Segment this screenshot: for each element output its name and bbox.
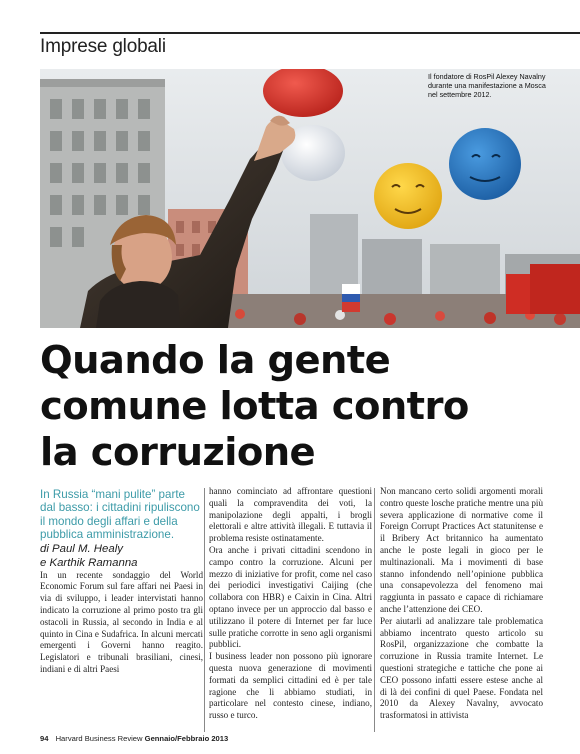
- body-paragraph: Per aiutarli ad analizzare tale problematica abbiamo incentrato questo articolo su RosPil, organizzazione che combatte la corruzione in Russia tramite Internet. Le questioni strategiche e tattiche che pone ai CEO possono infatti essere estese anche al di là dei confini di quel Paese. Fondata nel 2010 da Alexey Navalny, avvocato trasformatosi in attivista: [380, 615, 543, 721]
- article-column-3: [380, 486, 543, 722]
- issue-date: Gennaio/Febbraio 2013: [144, 734, 229, 743]
- column-divider: [374, 488, 375, 732]
- article-column-2: [209, 486, 372, 722]
- top-rule: [40, 32, 580, 34]
- headline-line-1: Quando la gente: [40, 338, 391, 383]
- body-paragraph: Non mancano certo solidi argomenti morali contro queste losche pratiche mentre una più severa applicazione di normative come il Foreign Corrupt Practices Act statunitense e il Bribery Act britannico ha aumentato anche le poste legali in gioco per le multinazionali. Ma i movimenti di base stanno infondendo nell’opinione pubblica una consapevolezza del fenomeno mai raggiunta in passato e capace di richiamare anche l’attenzione dei CEO.: [380, 486, 543, 614]
- section-title: Imprese globali: [40, 36, 166, 57]
- page-number: 94: [40, 734, 49, 743]
- byline-line-2: e Karthik Ramanna: [40, 556, 138, 569]
- headline-line-2: comune lotta contro: [40, 384, 469, 429]
- protest-photo-illustration: [40, 69, 580, 328]
- article-column-1: [40, 488, 203, 676]
- article-standfirst: In Russia “mani pulite” parte dal basso: i cittadini ripuliscono il mondo degli affari e della pubblica amministrazione.: [40, 488, 200, 542]
- article-headline: [40, 338, 560, 476]
- photo-caption: Il fondatore di RosPil Alexey Navalny durante una manifestazione a Mosca nel settembre 2012.: [428, 72, 546, 99]
- body-paragraph: In un recente sondaggio del World Economic Forum sul fare affari nei Paesi in via di sviluppo, i leader intervistati hanno indicato la corruzione al primo posto tra gli ostacoli in Russia, al secondo in India e al quinto in Cina e Sudafrica. In alcuni mercati emergenti i Governi hanno reagito. Legislatori e tribunali brasiliani, cinesi, indiani e di altri Paesi: [40, 569, 203, 674]
- article-photo: [40, 69, 580, 328]
- headline-line-3: la corruzione: [40, 430, 316, 475]
- column-divider: [204, 488, 205, 732]
- publication-name: Harvard Business Review: [55, 734, 143, 743]
- body-paragraph: hanno cominciato ad affrontare questioni quali la compravendita dei voti, la manipolazione degli appalti, i brogli elettorali e altre attività illegali. E tuttavia il problema resiste ostinatamente.: [209, 486, 372, 544]
- body-paragraph: I business leader non possono più ignorare questa nuova generazione di movimenti formati da semplici cittadini ed è per tale ragione che li abbiamo studiati, in particolare nel contesto cinese, indiano, russo e turco.: [209, 651, 372, 721]
- byline-line-1: di Paul M. Healy: [40, 542, 123, 555]
- page-footer: [40, 734, 228, 743]
- article-byline: [40, 542, 203, 570]
- body-paragraph: Ora anche i privati cittadini scendono in campo contro la corruzione. Alcuni per mezzo di iniziative for profit, come nel caso dei periodici investigativi Caijing (che collabora con HBR) e Caixin in Cina. Altri optano invece per un approccio dal basso e utilizzano il potere di Internet per far luce sulle pratiche corrotte in seno agli organismi pubblici.: [209, 544, 372, 650]
